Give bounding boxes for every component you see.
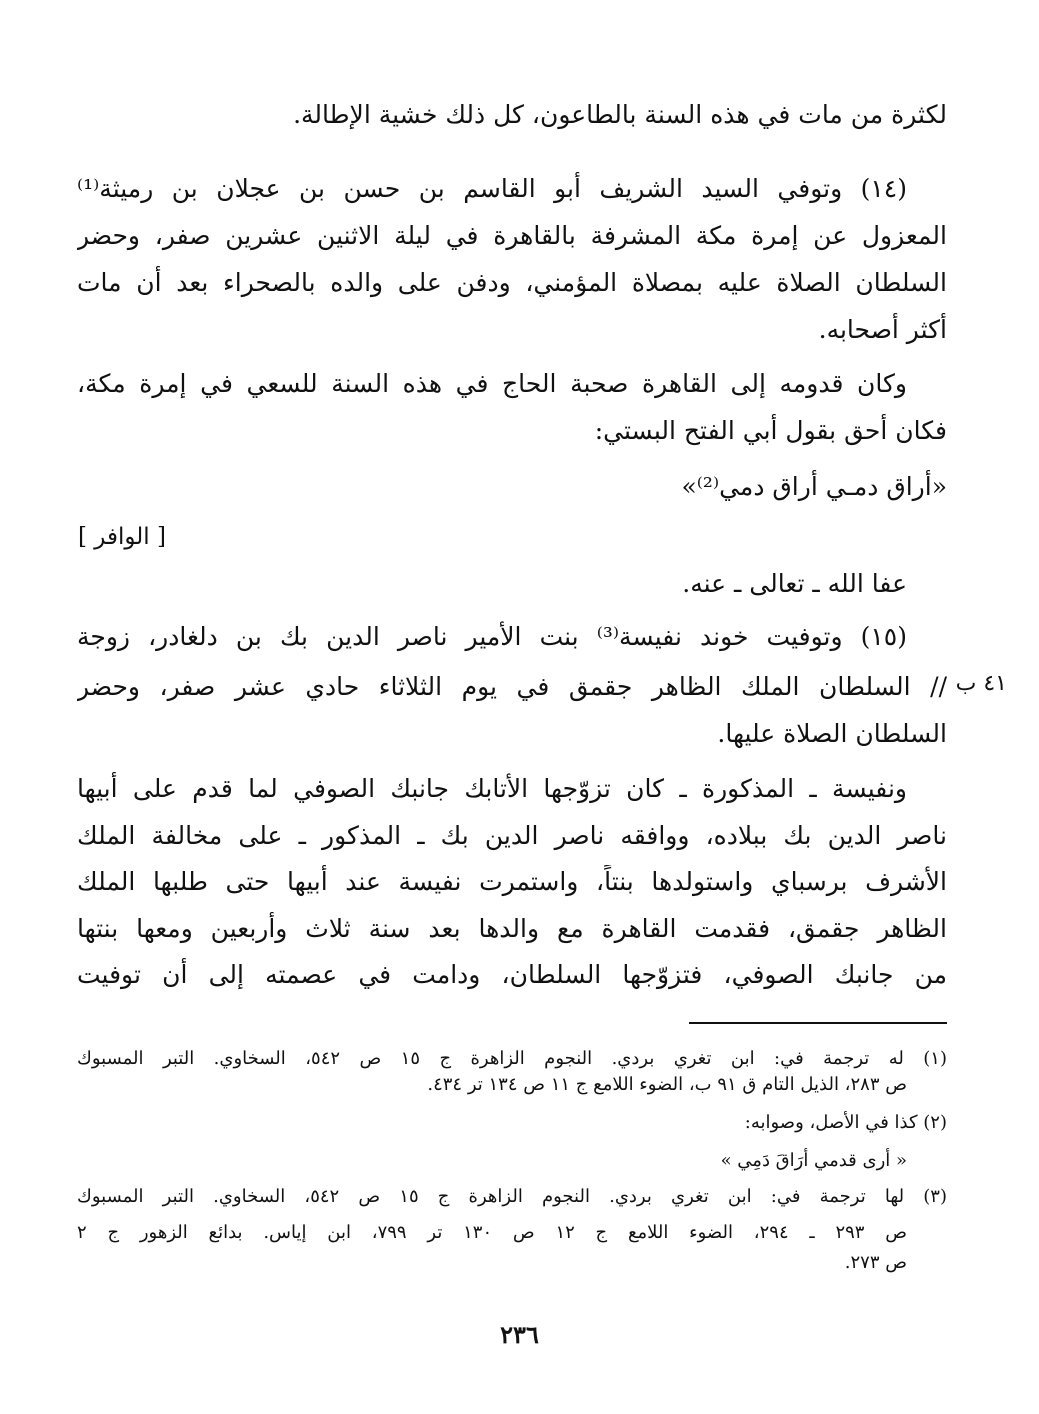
verse-meter-label: [ الوافر ] [78, 524, 166, 550]
body-line: عفا الله ـ تعالى ـ عنه. [682, 569, 907, 598]
body-line: الأشرف برسباي واستولدها بنتاً، واستمرت نفيسة عند أبيها حتى طلبها الملك [77, 867, 947, 896]
footnote-3: (٣) لها ترجمة في: ابن تغري بردي. النجوم الزاهرة ج ١٥ ص ٥٤٢، السخاوي. التبر المسبوك [77, 1186, 947, 1207]
body-line: السلطان الصلاة عليه بمصلاة المؤمني، ودفن على والده بالصحراء بعد أن مات [77, 268, 947, 297]
footnote-separator [689, 1022, 947, 1024]
footnote-2: (٢) كذا في الأصل، وصوابه: [744, 1112, 947, 1133]
footnote-3-continued: ص ٢٧٣. [844, 1252, 907, 1273]
footnote-1-continued: ص ٢٨٣، الذيل التام ق ٩١ ب، الضوء اللامع ج ١١ ص ١٣٤ تر ٤٣٤. [427, 1074, 907, 1095]
footnote-2-verse: « أرى قدمي أرَاقَ دَمِي » [720, 1150, 907, 1171]
verse-line: «أراق دمـي أراق دمي⁽²⁾» [681, 472, 947, 501]
entry-14-heading-line: (١٤) وتوفي السيد الشريف أبو القاسم بن حسن بن عجلان بن رميثة⁽¹⁾ [77, 174, 907, 203]
body-line: فكان أحق بقول أبي الفتح البستي: [594, 416, 947, 445]
body-line: المعزول عن إمرة مكة المشرفة بالقاهرة في ليلة الاثنين عشرين صفر، وحضر [77, 221, 947, 250]
body-line: أكثر أصحابه. [818, 315, 947, 344]
body-line: الظاهر جقمق، فقدمت القاهرة مع والدها بعد سنة ثلاث وأربعين ومعها بنتها [77, 914, 947, 943]
body-line: // السلطان الملك الظاهر جقمق في يوم الثلاثاء حادي عشر صفر، وحضر [77, 672, 947, 701]
body-line: من جانبك الصوفي، فتزوّجها السلطان، ودامت في عصمته إلى أن توفيت [77, 960, 947, 989]
body-line: وكان قدومه إلى القاهرة صحبة الحاج في هذه السنة للسعي في إمرة مكة، [77, 369, 907, 398]
body-line: لكثرة من مات في هذه السنة بالطاعون، كل ذلك خشية الإطالة. [293, 100, 947, 129]
page-number: ٢٣٦ [500, 1320, 539, 1349]
body-line: السلطان الصلاة عليها. [717, 719, 947, 748]
footnote-1: (١) له ترجمة في: ابن تغري بردي. النجوم الزاهرة ج ١٥ ص ٥٤٢، السخاوي. التبر المسبوك [77, 1048, 947, 1069]
entry-15-heading-line: (١٥) وتوفيت خوند نفيسة⁽³⁾ بنت الأمير ناصر الدين بك بن دلغادر، زوجة [77, 622, 907, 651]
body-line: ونفيسة ـ المذكورة ـ كان تزوّجها الأتابك جانبك الصوفي لما قدم على أبيها [77, 774, 907, 803]
body-line: ناصر الدين بك ببلاده، ووافقه ناصر الدين بك ـ المذكور ـ على مخالفة الملك [77, 821, 947, 850]
footnote-3-continued: ص ٢٩٣ ـ ٢٩٤، الضوء اللامع ج ١٢ ص ١٣٠ تر ٧٩٩، ابن إياس. بدائع الزهور ج ٢ [77, 1222, 908, 1243]
margin-folio-marker: ٤١ ب [955, 671, 1007, 696]
